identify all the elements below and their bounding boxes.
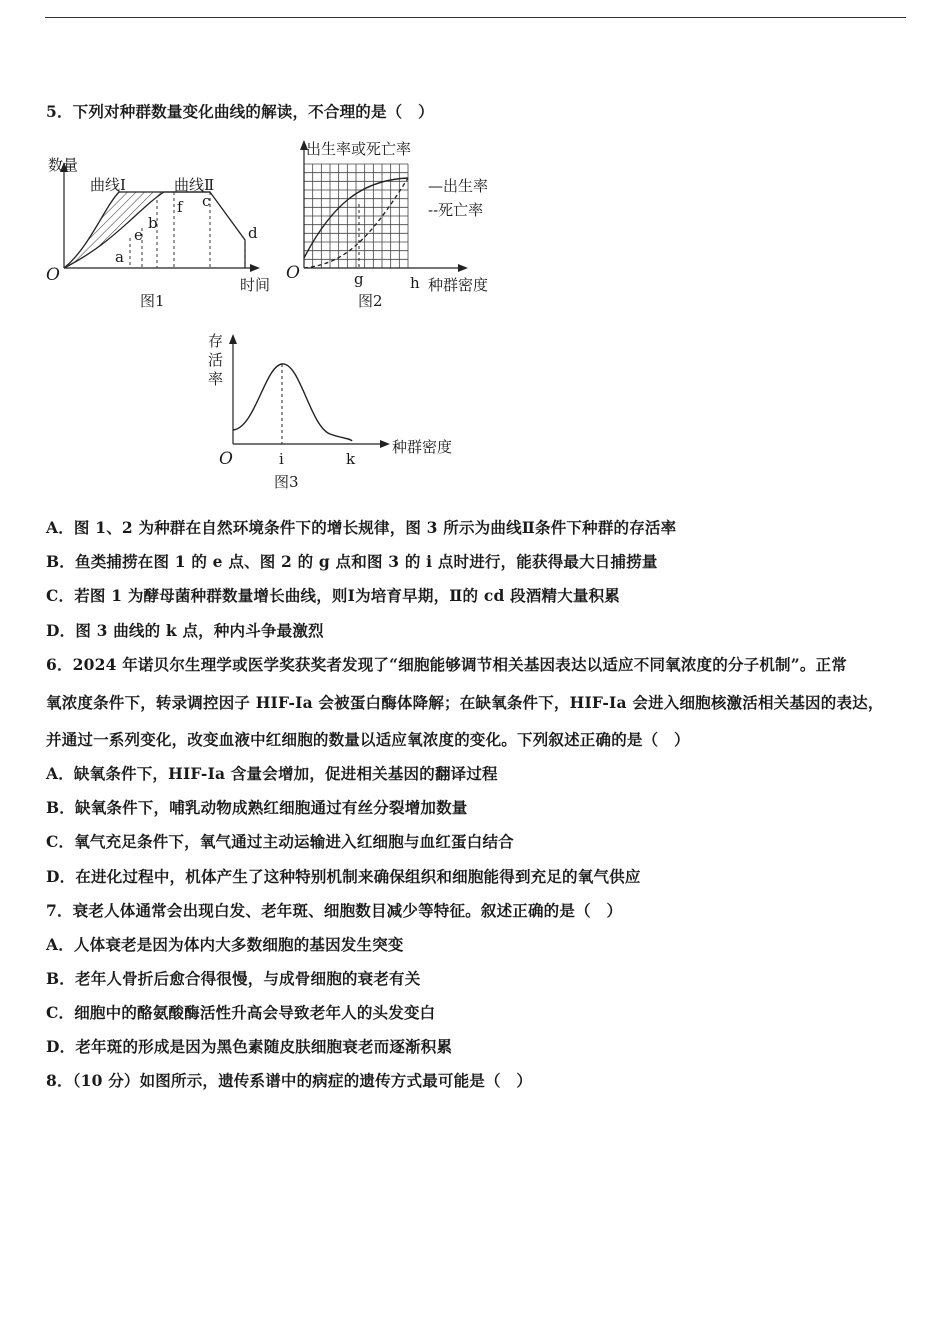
fig1-xlabel: 时间	[240, 276, 271, 294]
fig1-curve1-label: 曲线Ⅰ	[90, 176, 126, 194]
fig3-point-k: k	[346, 450, 356, 468]
fig2-origin: O	[286, 263, 300, 283]
fig1-caption: 图1	[140, 292, 165, 310]
question-6-stem-line-3: 并通过一系列变化，改变血液中红细胞的数量以适应氧浓度的变化。下列叙述正确的是（ ）	[46, 730, 690, 749]
question-5-option-c: C．若图 1 为酵母菌种群数量增长曲线，则Ⅰ为培育早期，Ⅱ的 cd 段酒精大量积累	[46, 586, 620, 605]
fig3-ylabel-1: 存	[208, 332, 224, 350]
fig1-point-f: f	[177, 198, 183, 216]
question-5-stem: 5．下列对种群数量变化曲线的解读，不合理的是（ ）	[46, 102, 434, 121]
fig1-point-a: a	[115, 248, 124, 266]
question-6-stem-line-1: 6．2024 年诺贝尔生理学或医学奖获奖者发现了“细胞能够调节相关基因表达以适应不同氧浓度的分子机制”。正常	[46, 655, 847, 674]
header-rule	[45, 17, 906, 18]
question-8-stem: 8．（10 分）如图所示，遗传系谱中的病症的遗传方式最可能是（ ）	[46, 1071, 533, 1090]
question-7-option-a: A．人体衰老是因为体内大多数细胞的基因发生突变	[46, 935, 404, 954]
question-5-option-a: A．图 1、2 为种群在自然环境条件下的增长规律，图 3 所示为曲线Ⅱ条件下种群的存活率	[46, 518, 677, 537]
figure-1	[44, 148, 284, 313]
fig2-legend-birth: —出生率	[428, 177, 489, 195]
fig3-survival-curve	[233, 364, 352, 441]
fig3-axes	[229, 334, 390, 448]
question-7-option-c: C．细胞中的酪氨酸酶活性升高会导致老年人的头发变白	[46, 1003, 436, 1022]
question-7-option-d: D．老年斑的形成是因为黑色素随皮肤细胞衰老而逐渐积累	[46, 1037, 453, 1056]
question-6-option-c: C．氧气充足条件下，氧气通过主动运输进入红细胞与血红蛋白结合	[46, 832, 514, 851]
fig3-ylabel-2: 活	[208, 351, 224, 369]
question-7-option-b: B．老年人骨折后愈合得很慢，与成骨细胞的衰老有关	[46, 969, 421, 988]
fig2-legend-death: --死亡率	[428, 201, 484, 219]
fig1-point-c: c	[202, 192, 211, 210]
fig3-origin: O	[219, 449, 233, 469]
question-6-option-b: B．缺氧条件下，哺乳动物成熟红细胞通过有丝分裂增加数量	[46, 798, 468, 817]
fig1-curve2-label: 曲线Ⅱ	[174, 176, 215, 194]
question-6-stem-line-2: 氧浓度条件下，转录调控因子 HIF-Ia 会被蛋白酶体降解；在缺氧条件下，HIF-Ia 会进入细胞核激活相关基因的表达，	[46, 693, 884, 712]
fig1-ylabel: 数量	[48, 156, 79, 174]
question-5-option-b: B．鱼类捕捞在图 1 的 e 点、图 2 的 g 点和图 3 的 i 点时进行，能获得最大日捕捞量	[46, 552, 658, 571]
fig1-point-b: b	[148, 214, 158, 232]
question-5-option-d: D．图 3 曲线的 k 点，种内斗争最激烈	[46, 621, 324, 640]
fig3-point-i: i	[279, 450, 284, 468]
fig1-point-e: e	[134, 226, 143, 244]
question-6-option-d: D．在进化过程中，机体产生了这种特别机制来确保组织和细胞能得到充足的氧气供应	[46, 867, 641, 886]
fig2-point-h: h	[410, 274, 420, 292]
fig1-point-d: d	[248, 224, 258, 242]
fig3-caption: 图3	[274, 473, 299, 491]
question-6-option-a: A．缺氧条件下，HIF-Ia 含量会增加，促进相关基因的翻译过程	[46, 764, 498, 783]
fig2-ylabel: 出生率或死亡率	[306, 140, 412, 158]
fig1-origin: O	[46, 265, 60, 285]
fig2-xlabel: 种群密度	[428, 276, 489, 294]
fig2-caption: 图2	[358, 292, 383, 310]
figure-2	[282, 134, 522, 314]
fig3-xlabel: 种群密度	[392, 438, 453, 456]
fig3-ylabel-3: 率	[208, 370, 224, 388]
fig2-point-g: g	[354, 270, 364, 288]
figure-3	[200, 326, 490, 496]
question-7-stem: 7．衰老人体通常会出现白发、老年斑、细胞数目减少等特征。叙述正确的是（ ）	[46, 901, 623, 920]
